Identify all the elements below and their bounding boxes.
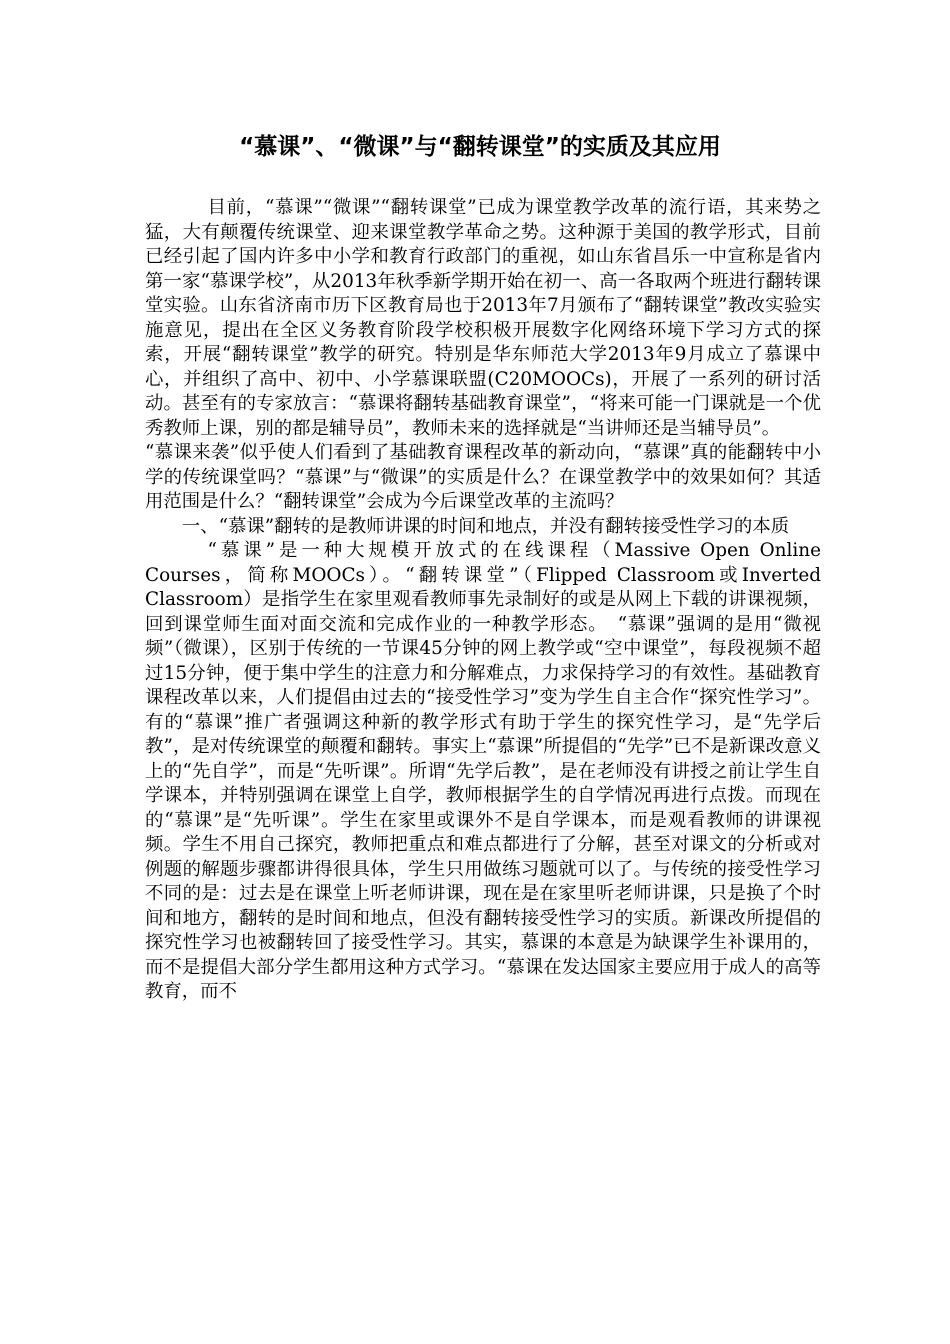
paragraph-questions: “慕课来袭”似乎使人们看到了基础教育课程改革的新动向，“慕课”真的能翻转中小学的传统课堂吗？“慕课”与“微课”的实质是什么？在课堂教学中的效果如何？其适用范围是什么？“翻转课堂”会成为今后课堂改革的主流吗？ (145, 442, 821, 512)
document-title: “慕课”、“微课”与“翻转课堂”的实质及其应用 (239, 134, 721, 160)
paragraph-section-1: “慕课”是一种大规模开放式的在线课程（Massive Open Online Courses，简称MOOCs）。“翻转课堂”（Flipped Classroom或Inverted Classroom）是指学生在家里观看教师事先录制好的或是从网上下载的讲课视频，回到课堂师生面对面交流和完成作业的一种教学形态。 “慕课”强调的是用“微视频”（微课），区别于传统的一节课45分钟的网上教学或“空中课堂”，每段视频不超过15分钟，便于集中学生的注意力和分解难点，力求保持学习的有效性。基础教育课程改革以来，人们提倡由过去的“接受性学习”变为学生自主合作“探究性学习”。有的“慕课”推广者强调这种新的教学形式有助于学生的探究性学习，是“先学后教”，是对传统课堂的颠覆和翻转。事实上“慕课”所提倡的“先学”已不是新课改意义上的“先自学”，而是“先听课”。所谓“先学后教”，是在老师没有讲授之前让学生自学课本，并特别强调在课堂上自学，教师根据学生的自学情况再进行点拨。而现在的“慕课”是“先听课”。学生在家里或课外不是自学课本，而是观看教师的讲课视频。学生不用自己探究，教师把重点和难点都进行了分解，甚至对课文的分析或对例题的解题步骤都讲得很具体，学生只用做练习题就可以了。与传统的接受性学习不同的是：过去是在课堂上听老师讲课，现在是在家里听老师讲课，只是换了个时间和地方，翻转的是时间和地点，但没有翻转接受性学习的实质。新课改所提倡的探究性学习也被翻转回了接受性学习。其实，慕课的本意是为缺课学生补课用的，而不是提倡大部分学生都用这种方式学习。“慕课在发达国家主要应用于成人的高等教育，而不 (145, 540, 821, 1002)
document-body (145, 196, 821, 1005)
section-heading-1: 一、“慕课”翻转的是教师讲课的时间和地点，并没有翻转接受性学习的本质 (181, 515, 790, 537)
paragraph-intro: 目前，“慕课”“微课”“翻转课堂”已成为课堂教学改革的流行语，其来势之猛，大有颠覆传统课堂、迎来课堂教学革命之势。这种源于美国的教学形式，目前已经引起了国内许多中小学和教育行政部门的重视，如山东省昌乐一中宣称是省内第一家“慕课学校”，从2013年秋季新学期开始在初一、高一各取两个班进行翻转课堂实验。山东省济南市历下区教育局也于2013年7月颁布了“翻转课堂”教改实验实施意见，提出在全区义务教育阶段学校积极开展数字化网络环境下学习方式的探索，开展“翻转课堂”教学的研究。特别是华东师范大学2013年9月成立了慕课中心，并组织了高中、初中、小学慕课联盟(C20MOOCs)，开展了一系列的研讨活动。甚至有的专家放言：“慕课将翻转基础教育课堂”，“将来可能一门课就是一个优秀教师上课，别的都是辅导员”，教师未来的选择就是“当讲师还是当辅导员”。 (145, 197, 821, 439)
